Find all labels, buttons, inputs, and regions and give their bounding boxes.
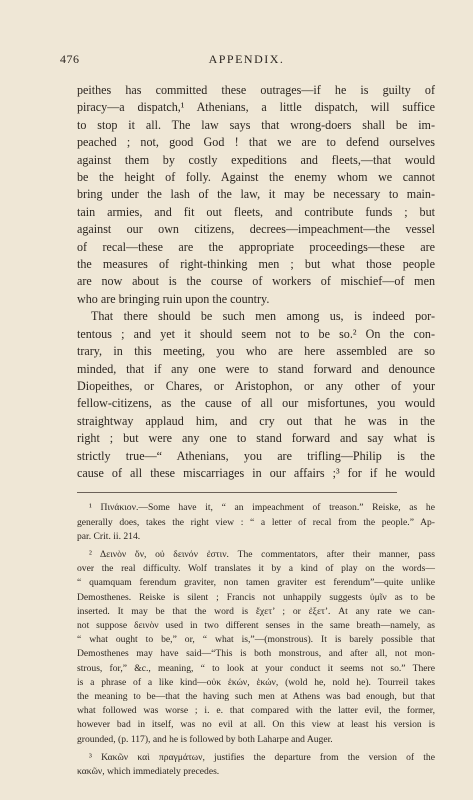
footnote-line: inserted. It may be that the word is ἔχετ’ ; or ἐξετ’. At any rate we can- — [77, 605, 435, 617]
footnote-line: over the real difficulty. Wolf translates it by a kind of play on the words— — [77, 563, 435, 575]
text-line: are now about is the course of workers of mischief—of men — [77, 274, 435, 289]
text-line: of recal—these are the appropriate proceedings—these are — [77, 239, 435, 254]
text-line: piracy—a dispatch,¹ Athenians, a little dispatch, will suffice — [77, 100, 435, 115]
text-line: peithes has committed these outrages—if he is guilty of — [77, 83, 435, 97]
footnote-line: Demosthenes. Reiske is silent ; Francis not unhappily suggests ὑμῖν as to be — [77, 591, 435, 603]
footnote-line: “ what ought to be,” or, “ what is,”—(monstrous). It is barely possible that — [77, 634, 435, 646]
footnote-line: grounded, (p. 117), and he is followed by both Laharpe and Auger. — [77, 733, 333, 745]
footnote-line: is a phrase of a like kind—οὐκ ἑκών, ἑκών, (wold he, nold he). Tourreil takes — [77, 676, 435, 688]
footnote-line: strous, for,” &c., meaning, “ to look at your conduct it seems not so.” There — [77, 662, 435, 674]
footnotes — [77, 501, 435, 779]
text-line: against our own citizens, decrees—impeachment—the vessel — [77, 222, 435, 237]
footnote-line: what followed was worse ; i. e. that compared with the latter evil, the former, — [77, 705, 435, 717]
page-number: 476 — [60, 52, 80, 66]
text-line: the measures of right-thinking men ; but what those people — [77, 257, 435, 272]
text-line: who are bringing ruin upon the country. — [77, 291, 270, 306]
text-line: Diopeithes, or Chares, or Aristophon, or any other of your — [77, 378, 435, 393]
text-line: cause of all these miscarriages in our affairs ;³ for if he would — [77, 465, 435, 480]
footnote-line: “ quamquam ferendum graviter, non tamen graviter est ferendum”—quite unlike — [77, 577, 435, 589]
text-line: minded, that if any one were to stand forward and denounce — [77, 361, 435, 376]
text-line: against them by costly expeditions and fleets,—that would — [77, 152, 435, 167]
text-line: trary, in this meeting, you who are here assembled are so — [77, 344, 435, 359]
footnote-3 — [77, 751, 435, 779]
text-line: That there should be such men among us, is indeed por- — [91, 309, 435, 324]
paragraph-1 — [77, 82, 435, 308]
text-line: peached ; not, good God ! that we are to defend ourselves — [77, 135, 435, 150]
footnote-line: ³ Κακῶν καὶ πραγμάτων, justifies the departure from the version of the — [89, 751, 435, 763]
footnote-2 — [77, 548, 435, 747]
text-line: fellow-citizens, as the cause of all our misfortunes, you would — [77, 396, 435, 411]
running-head — [60, 52, 433, 82]
footnote-line: ² Δεινὸν ὄν, οὐ δεινόν ἐστιν. The commentators, after their manner, pass — [89, 548, 435, 560]
text-line: right ; but were any one to stand forward and say what is — [77, 431, 435, 446]
main-text — [77, 82, 435, 482]
footnote-line: not suppose δεινὸν used in two different senses in the same breath—namely, as — [77, 619, 435, 631]
text-line: be the height of folly. Against the enemy whom we cannot — [77, 170, 435, 185]
footnote-line: κακῶν, which immediately precedes. — [77, 766, 220, 777]
text-line: bring under the lash of the law, it may be necessary to main- — [77, 187, 435, 202]
footnote-line: however bad in itself, was no evil at all. On this view at least his version is — [77, 719, 435, 731]
footnote-rule — [77, 492, 397, 493]
paragraph-2 — [77, 308, 435, 482]
text-line: tentous ; and yet it should seem not to be so.² On the con- — [77, 326, 435, 341]
running-title: APPENDIX. — [208, 52, 285, 66]
text-line: to stop it all. The law says that wrong-doers shall be im- — [77, 117, 435, 132]
text-line: strictly true—“ Athenians, you are trifling—Philip is the — [77, 448, 435, 463]
footnote-line: Demosthenes may have said—“This is both monstrous, and after all, not mon- — [77, 648, 435, 660]
footnote-line: the meaning to be—that the having such men at Athens was bad enough, but that — [77, 690, 435, 702]
text-line: straightway applaud him, and cry out that he was in the — [77, 413, 435, 428]
text-line: tain armies, and fit out fleets, and contribute funds ; but — [77, 204, 435, 219]
footnote-line: par. Crit. ii. 214. — [77, 530, 141, 542]
footnote-1 — [77, 501, 435, 544]
footnote-line: generally does, takes the right view : “ a letter of recal from the people.” Ap- — [77, 516, 435, 528]
footnote-line: ¹ Πινάκιον.—Some have it, “ an impeachment of treason.” Reiske, as he — [89, 502, 435, 514]
